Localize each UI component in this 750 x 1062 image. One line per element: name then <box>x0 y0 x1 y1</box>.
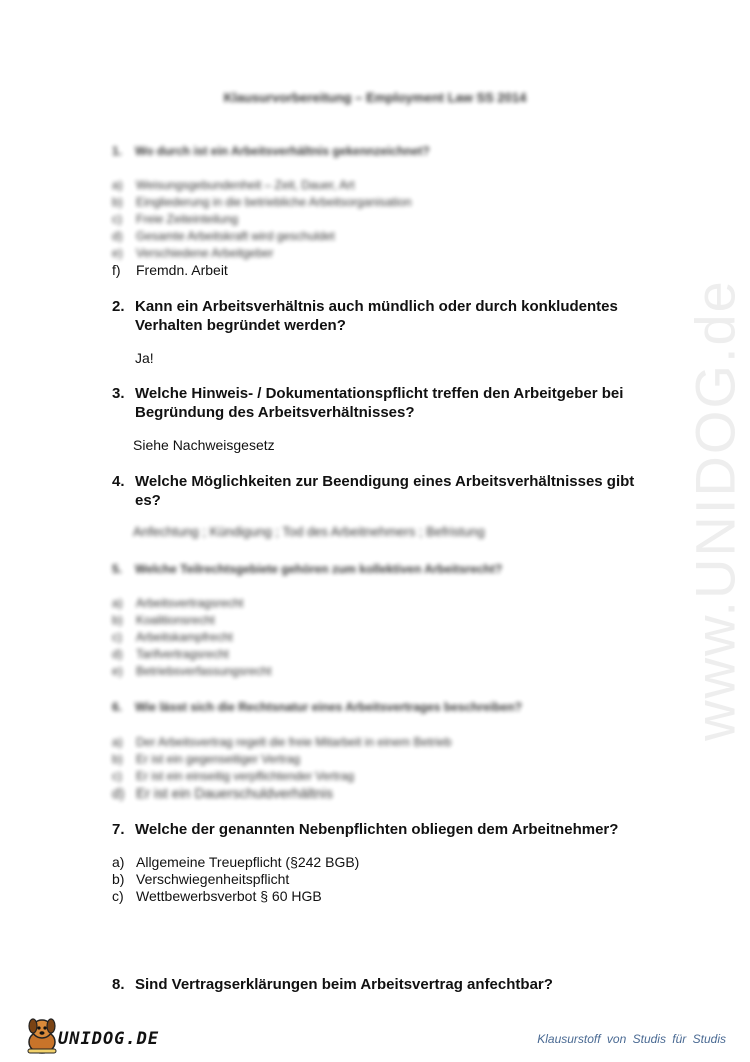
question-text: Welche der genannten Nebenpflichten obliegen dem Arbeitnehmer? <box>135 821 619 838</box>
question-number: 8. <box>112 976 125 993</box>
question-number: 3. <box>112 385 125 402</box>
question-text: Welche Möglichkeiten zur Beendigung eines Arbeitsverhältnisses gibt es? <box>135 473 635 509</box>
list-item: d) Tarifvertragsrecht <box>112 647 229 661</box>
question-8 <box>112 975 652 994</box>
question-number: 2. <box>112 298 125 315</box>
question-text: Wo durch ist ein Arbeitsverhältnis gekennzeichnet? <box>135 144 430 158</box>
question-3 <box>112 384 652 422</box>
list-item: c) Er ist ein einseitig verpflichtender Vertrag <box>112 769 355 783</box>
list-item: c) Wettbewerbsverbot § 60 HGB <box>112 888 322 904</box>
question-text: Kann ein Arbeitsverhältnis auch mündlich oder durch konkludentes Verhalten begründet werden? <box>135 298 618 334</box>
list-item: a) Arbeitsvertragsrecht <box>112 596 244 610</box>
list-item: b) Koalitionsrecht <box>112 613 215 627</box>
footer-tagline: Klausurstoff von Studis für Studis <box>537 1032 726 1046</box>
document-title: Klausurvorbereitung – Employment Law SS 2014 <box>223 90 527 105</box>
question-number: 5. <box>112 562 123 576</box>
list-item: c) Arbeitskampfrecht <box>112 630 233 644</box>
question-text: Welche Teilrechtsgebiete gehören zum kollektiven Arbeitsrecht? <box>135 562 503 576</box>
list-item: e) Verschiedene Arbeitgeber <box>112 246 274 260</box>
question-6 <box>112 698 652 717</box>
watermark: www.UNIDOG.de <box>683 279 747 741</box>
list-item: a) Weisungsgebundenheit – Zeit, Dauer, Art <box>112 178 355 192</box>
list-item: a) Der Arbeitsvertrag regelt die freie Mitarbeit in einem Betrieb <box>112 735 452 749</box>
question-text: Sind Vertragserklärungen beim Arbeitsvertrag anfechtbar? <box>135 976 553 993</box>
question-5-answers <box>112 595 592 680</box>
list-item: e) Betriebsverfassungsrecht <box>112 664 272 678</box>
question-text: Wie lässt sich die Rechtsnatur eines Arbeitsvertrages beschreiben? <box>135 700 522 714</box>
list-item: d) Er ist ein Dauerschuldverhältnis <box>112 785 333 801</box>
list-item: c) Freie Zeiteinteilung <box>112 212 239 226</box>
question-3-answer: Siehe Nachweisgesetz <box>133 437 275 453</box>
question-7 <box>112 820 652 839</box>
question-number: 6. <box>112 700 123 714</box>
question-2-answer: Ja! <box>135 350 154 366</box>
list-item: b) Verschwiegenheitspflicht <box>112 871 290 887</box>
question-2 <box>112 297 652 335</box>
dog-mascot-icon <box>22 1015 62 1057</box>
question-4 <box>112 472 652 510</box>
question-1 <box>112 142 652 161</box>
question-number: 1. <box>112 144 123 158</box>
list-item: b) Er ist ein gegenseitiger Vertrag <box>112 752 301 766</box>
question-6-answers <box>112 734 592 802</box>
question-1-answers <box>112 177 592 279</box>
question-text: Welche Hinweis- / Dokumentationspflicht treffen den Arbeitgeber bei Begründung des Arbeitsverhältnisses? <box>135 385 624 421</box>
unidog-logo <box>22 1015 162 1057</box>
question-7-answers <box>112 854 592 905</box>
list-item: b) Eingliederung in die betriebliche Arbeitsorganisation <box>112 195 412 209</box>
question-number: 4. <box>112 473 125 490</box>
logo-text: UNIDOG.DE <box>58 1029 160 1049</box>
question-number: 7. <box>112 821 125 838</box>
list-item: d) Gesamte Arbeitskraft wird geschuldet <box>112 229 335 243</box>
question-5 <box>112 560 652 579</box>
list-item: f) Fremdn. Arbeit <box>112 262 228 278</box>
list-item: a) Allgemeine Treuepflicht (§242 BGB) <box>112 854 360 870</box>
question-4-answer: Anfechtung ; Kündigung ; Tod des Arbeitnehmers ; Befristung <box>133 524 485 539</box>
